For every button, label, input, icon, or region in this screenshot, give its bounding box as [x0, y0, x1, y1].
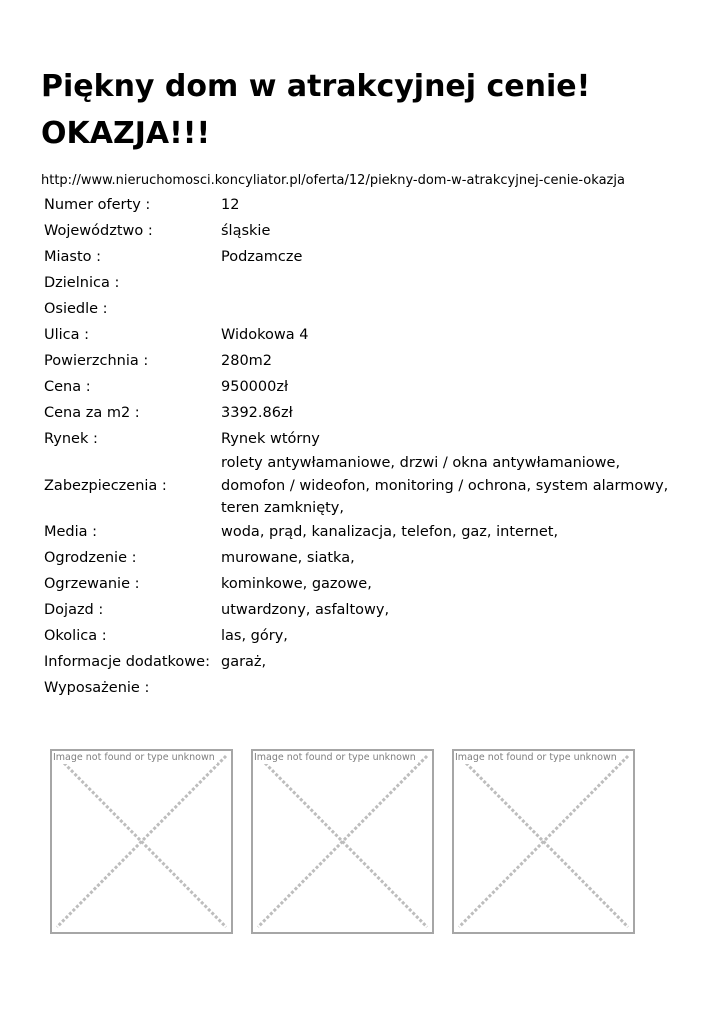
detail-row-ogrzewanie: [41, 572, 682, 598]
detail-label: Dojazd :: [44, 602, 104, 619]
detail-value: 280m2: [221, 352, 273, 369]
detail-row-zabezpieczenia: [41, 452, 682, 520]
detail-value: [218, 296, 682, 322]
broken-image-icon: [454, 751, 633, 932]
broken-image-icon: [253, 751, 432, 932]
detail-row-cena: [41, 374, 682, 400]
detail-label: Ogrzewanie :: [44, 576, 140, 593]
detail-label: Rynek :: [44, 430, 98, 447]
detail-row-miasto: [41, 244, 682, 270]
photo-placeholder-3: [452, 749, 635, 934]
detail-label: Numer oferty :: [44, 196, 151, 213]
detail-label: Informacje dodatkowe:: [44, 654, 210, 671]
offer-details-table: [41, 192, 682, 702]
image-alt-text: Image not found or type unknown: [455, 752, 617, 763]
detail-row-osiedle: [41, 296, 682, 322]
detail-value: las, góry,: [221, 628, 288, 645]
page-title: Piękny dom w atrakcyjnej cenie! OKAZJA!!!: [41, 69, 591, 151]
detail-label: Wyposażenie :: [44, 680, 150, 697]
detail-value: utwardzony, asfaltowy,: [221, 602, 390, 619]
detail-label: Ulica :: [44, 326, 90, 343]
detail-value: [218, 676, 682, 702]
detail-label: Osiedle :: [44, 300, 108, 317]
detail-label: Województwo :: [44, 222, 153, 239]
detail-label: Powierzchnia :: [44, 352, 149, 369]
detail-value: Widokowa 4: [221, 326, 309, 343]
detail-row-wyposazenie: [41, 676, 682, 702]
detail-label: Okolica :: [44, 628, 107, 645]
detail-value: garaż,: [221, 654, 267, 671]
detail-value: [218, 270, 682, 296]
detail-row-powierzchnia: [41, 348, 682, 374]
image-alt-text: Image not found or type unknown: [254, 752, 416, 763]
image-alt-text: Image not found or type unknown: [53, 752, 215, 763]
detail-label: Cena :: [44, 378, 91, 395]
detail-row-ogrodzenie: [41, 546, 682, 572]
detail-value: Rynek wtórny: [221, 430, 320, 447]
detail-row-rynek: [41, 426, 682, 452]
detail-row-wojewodztwo: [41, 218, 682, 244]
detail-value: Podzamcze: [221, 248, 303, 265]
detail-label: Ogrodzenie :: [44, 550, 137, 567]
photo-gallery: [50, 749, 640, 934]
detail-value: murowane, siatka,: [221, 550, 355, 567]
detail-row-ulica: [41, 322, 682, 348]
offer-url[interactable]: http://www.nieruchomosci.koncyliator.pl/oferta/12/piekny-dom-w-atrakcyjnej-cenie-okazja: [41, 173, 625, 188]
detail-value: kominkowe, gazowe,: [221, 576, 372, 593]
detail-row-cena-za-m2: [41, 400, 682, 426]
detail-row-informacje-dodatkowe: [41, 650, 682, 676]
broken-image-icon: [52, 751, 231, 932]
detail-value: rolety antywłamaniowe, drzwi / okna antywłamaniowe, domofon / wideofon, monitoring / ochrona, system alarmowy, teren zamknięty,: [221, 455, 669, 516]
detail-row-media: [41, 520, 682, 546]
detail-value: 3392.86zł: [221, 404, 293, 421]
detail-label: Zabezpieczenia :: [44, 477, 167, 494]
photo-placeholder-1: [50, 749, 233, 934]
detail-label: Media :: [44, 524, 98, 541]
detail-label: Cena za m2 :: [44, 404, 140, 421]
detail-value: śląskie: [221, 222, 271, 239]
detail-row-numer-oferty: [41, 192, 682, 218]
detail-value: 950000zł: [221, 378, 289, 395]
detail-label: Dzielnica :: [44, 274, 120, 291]
detail-row-okolica: [41, 624, 682, 650]
detail-row-dojazd: [41, 598, 682, 624]
photo-placeholder-2: [251, 749, 434, 934]
detail-label: Miasto :: [44, 248, 102, 265]
detail-value: woda, prąd, kanalizacja, telefon, gaz, internet,: [221, 524, 559, 541]
detail-row-dzielnica: [41, 270, 682, 296]
detail-value: 12: [221, 196, 240, 213]
